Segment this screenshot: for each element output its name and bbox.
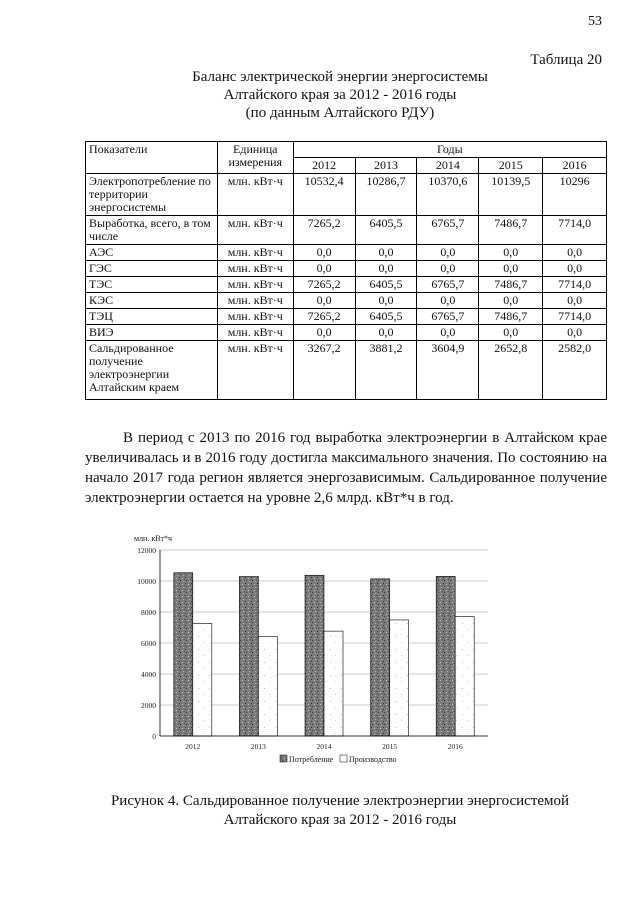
legend-label-consumption: Потребление xyxy=(289,755,334,764)
table-title-line2: Алтайского края за 2012 - 2016 годы xyxy=(223,87,457,103)
row-value: 0,0 xyxy=(417,325,479,341)
row-value: 0,0 xyxy=(355,261,417,277)
bar-production xyxy=(324,631,343,736)
row-value: 0,0 xyxy=(543,245,607,261)
bar-consumption xyxy=(371,579,390,736)
row-value: 10139,5 xyxy=(479,174,543,216)
row-value: 3881,2 xyxy=(355,341,417,400)
header-year: 2016 xyxy=(543,158,607,174)
y-tick-label: 12000 xyxy=(137,546,156,555)
row-value: 7265,2 xyxy=(293,277,355,293)
row-unit: млн. кВт·ч xyxy=(217,325,293,341)
row-value: 6405,5 xyxy=(355,216,417,245)
row-value: 0,0 xyxy=(543,293,607,309)
row-value: 6405,5 xyxy=(355,309,417,325)
row-value: 2582,0 xyxy=(543,341,607,400)
y-tick-label: 10000 xyxy=(137,577,156,586)
row-value: 2652,8 xyxy=(479,341,543,400)
row-value: 0,0 xyxy=(479,325,543,341)
legend-label-production: Производство xyxy=(349,755,397,764)
row-value: 6765,7 xyxy=(417,309,479,325)
row-value: 3604,9 xyxy=(417,341,479,400)
y-tick-label: 6000 xyxy=(141,639,156,648)
bar-consumption xyxy=(174,573,193,736)
header-unit xyxy=(217,142,293,174)
bar-consumption xyxy=(436,576,455,736)
balance-table xyxy=(85,141,607,400)
legend-swatch-production xyxy=(340,755,347,762)
row-value: 0,0 xyxy=(293,293,355,309)
table-row xyxy=(86,245,607,261)
row-value: 0,0 xyxy=(355,325,417,341)
row-value: 0,0 xyxy=(293,325,355,341)
row-value: 0,0 xyxy=(479,261,543,277)
row-value: 7486,7 xyxy=(479,277,543,293)
row-name: ТЭЦ xyxy=(86,309,218,325)
row-value: 0,0 xyxy=(417,261,479,277)
row-unit: млн. кВт·ч xyxy=(217,277,293,293)
y-tick-label: 4000 xyxy=(141,670,156,679)
row-value: 10532,4 xyxy=(293,174,355,216)
row-value: 6765,7 xyxy=(417,216,479,245)
x-tick-label: 2012 xyxy=(185,742,201,751)
y-axis-label: млн. кВт*ч xyxy=(134,534,173,543)
bar-consumption xyxy=(305,575,324,736)
y-tick-label: 0 xyxy=(152,732,156,741)
table-row xyxy=(86,325,607,341)
row-unit: млн. кВт·ч xyxy=(217,309,293,325)
row-name: ГЭС xyxy=(86,261,218,277)
row-unit: млн. кВт·ч xyxy=(217,216,293,245)
row-value: 7486,7 xyxy=(479,216,543,245)
row-value: 10296 xyxy=(543,174,607,216)
row-value: 7265,2 xyxy=(293,216,355,245)
figure-caption xyxy=(70,792,610,830)
row-unit: млн. кВт·ч xyxy=(217,341,293,400)
header-years: Годы xyxy=(293,142,606,158)
row-value: 7714,0 xyxy=(543,216,607,245)
row-value: 0,0 xyxy=(293,245,355,261)
legend-swatch-consumption xyxy=(280,755,287,762)
row-value: 0,0 xyxy=(543,261,607,277)
x-tick-label: 2015 xyxy=(382,742,398,751)
row-name: ВИЭ xyxy=(86,325,218,341)
table-title-line1: Баланс электрической энергии энергосистемы xyxy=(192,69,488,85)
row-value: 6765,7 xyxy=(417,277,479,293)
header-unit-line1: Единица xyxy=(233,142,278,156)
row-value: 10370,6 xyxy=(417,174,479,216)
body-paragraph: В период с 2013 по 2016 год выработка электроэнергии в Алтайском крае увеличивалась и в 2016 году достигла максимального значения. По состоянию на начало 2017 года регион является энергозависимым. Сальдированное получение электроэнергии остается на уровне 2,6 млрд. кВт*ч в год. xyxy=(85,430,607,506)
row-value: 0,0 xyxy=(543,325,607,341)
chart-svg xyxy=(118,528,518,778)
row-value: 7714,0 xyxy=(543,309,607,325)
bar-production xyxy=(390,620,409,736)
x-tick-label: 2014 xyxy=(316,742,332,751)
y-tick-label: 8000 xyxy=(141,608,156,617)
row-value: 7714,0 xyxy=(543,277,607,293)
row-unit: млн. кВт·ч xyxy=(217,174,293,216)
bar-production xyxy=(258,637,277,736)
bar-production xyxy=(193,623,212,736)
row-value: 10286,7 xyxy=(355,174,417,216)
table-label: Таблица 20 xyxy=(530,52,602,68)
row-value: 0,0 xyxy=(417,245,479,261)
caption-line1: Рисунок 4. Сальдированное получение электроэнергии энергосистемой xyxy=(110,793,570,809)
page-number: 53 xyxy=(588,14,602,29)
row-name: КЭС xyxy=(86,293,218,309)
table-row xyxy=(86,277,607,293)
row-unit: млн. кВт·ч xyxy=(217,261,293,277)
header-year: 2013 xyxy=(355,158,417,174)
row-value: 7265,2 xyxy=(293,309,355,325)
y-tick-label: 2000 xyxy=(141,701,156,710)
table-row xyxy=(86,341,607,400)
row-name: Выработка, всего, в том числе xyxy=(86,216,218,245)
header-year: 2015 xyxy=(479,158,543,174)
header-year: 2014 xyxy=(417,158,479,174)
table-row xyxy=(86,174,607,216)
header-year: 2012 xyxy=(293,158,355,174)
table-row xyxy=(86,309,607,325)
table-title-line3: (по данным Алтайского РДУ) xyxy=(245,105,435,121)
row-value: 0,0 xyxy=(417,293,479,309)
row-name: Электропотребление по территории энергосистемы xyxy=(86,174,218,216)
row-name: ТЭС xyxy=(86,277,218,293)
table-row xyxy=(86,293,607,309)
caption-line2: Алтайского края за 2012 - 2016 годы xyxy=(223,812,457,828)
row-value: 0,0 xyxy=(293,261,355,277)
row-value: 0,0 xyxy=(479,245,543,261)
x-tick-label: 2013 xyxy=(250,742,266,751)
row-value: 7486,7 xyxy=(479,309,543,325)
table-row xyxy=(86,216,607,245)
header-unit-line2: измерения xyxy=(228,155,283,169)
row-value: 3267,2 xyxy=(293,341,355,400)
row-value: 0,0 xyxy=(479,293,543,309)
row-value: 0,0 xyxy=(355,245,417,261)
header-indicator: Показатели xyxy=(86,142,218,174)
bar-production xyxy=(455,616,474,736)
row-value: 6405,5 xyxy=(355,277,417,293)
body-text xyxy=(85,428,607,508)
bar-consumption xyxy=(239,577,258,736)
table-row xyxy=(86,261,607,277)
row-name: Сальдированное получение электроэнергии Алтайским краем xyxy=(86,341,218,400)
table-title xyxy=(140,68,540,122)
row-value: 0,0 xyxy=(355,293,417,309)
x-tick-label: 2016 xyxy=(447,742,463,751)
row-name: АЭС xyxy=(86,245,218,261)
chart-legend xyxy=(280,755,397,764)
row-unit: млн. кВт·ч xyxy=(217,293,293,309)
bar-chart xyxy=(118,528,518,778)
row-unit: млн. кВт·ч xyxy=(217,245,293,261)
